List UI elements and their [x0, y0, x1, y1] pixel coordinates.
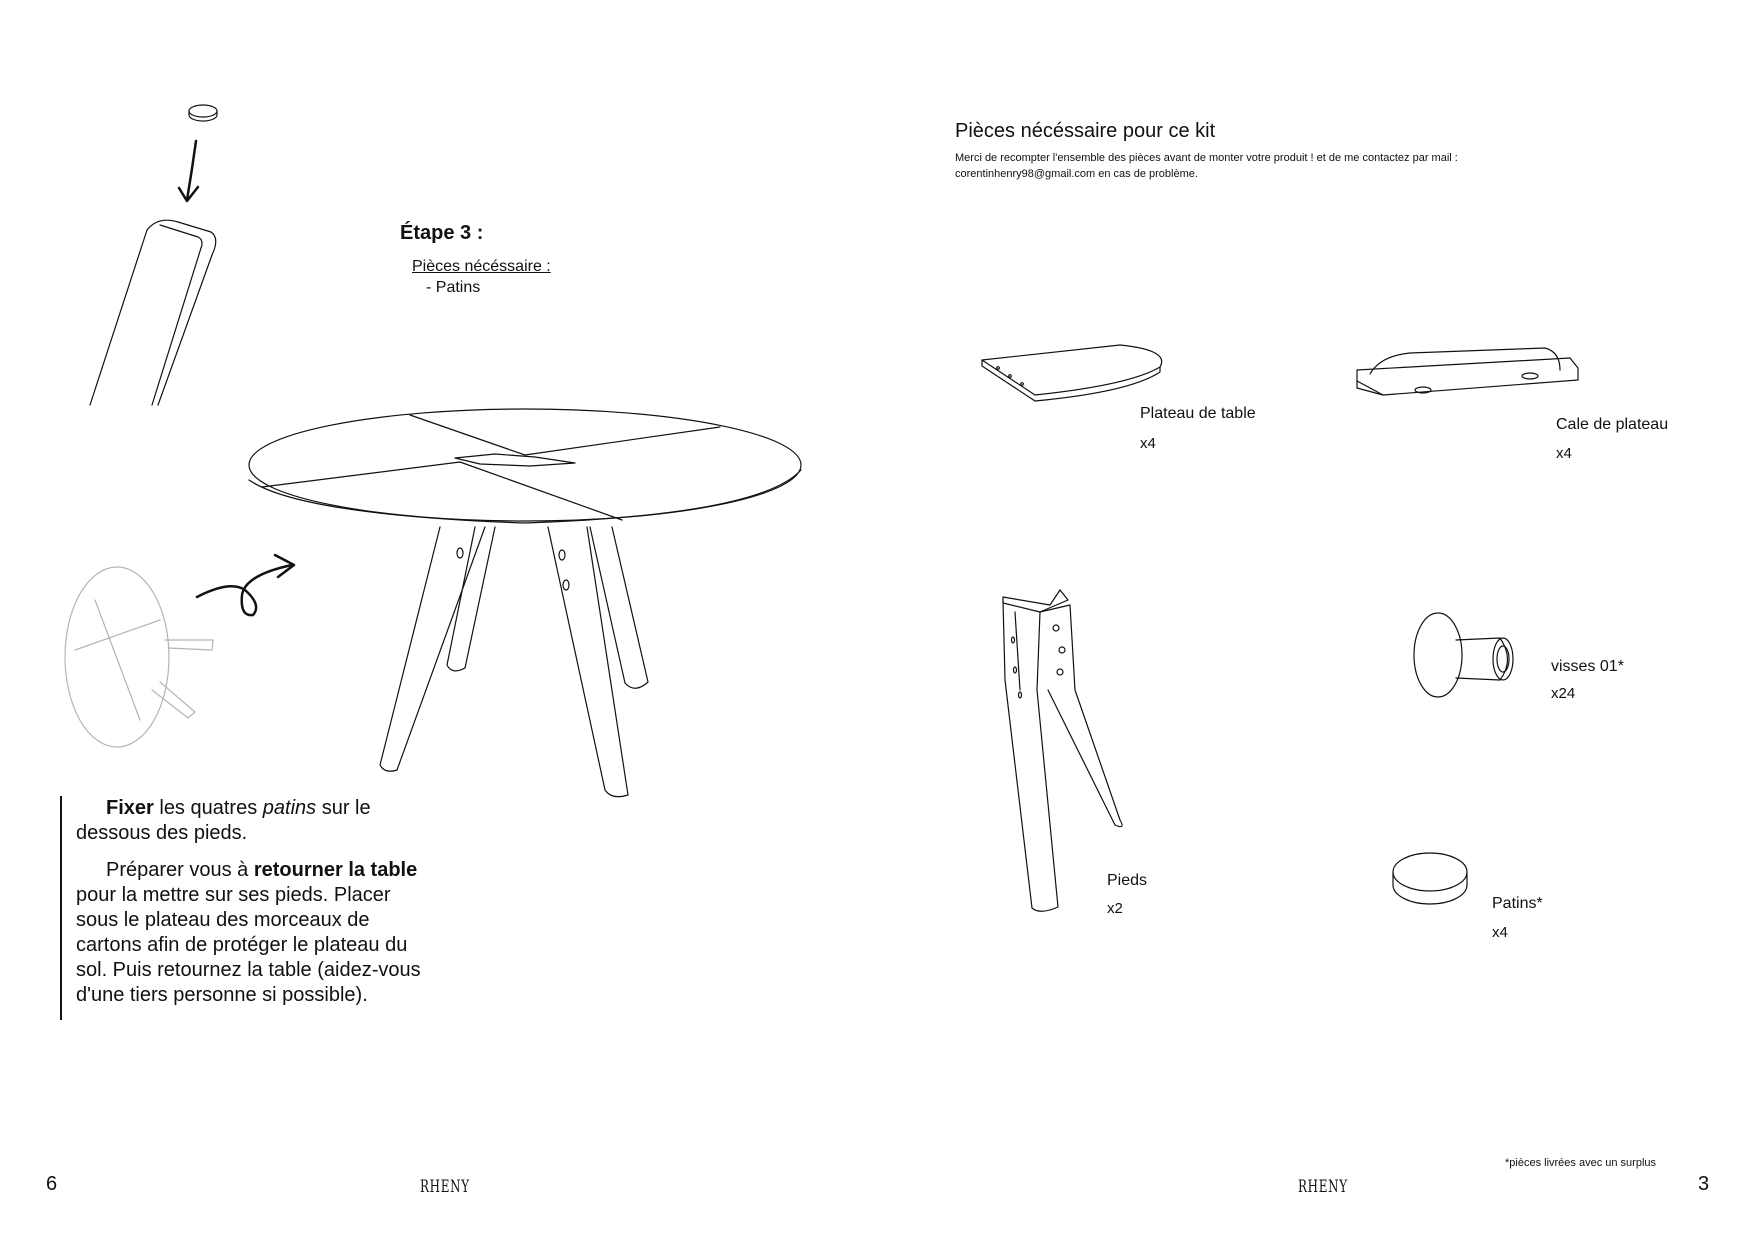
parts-list-item: - Patins — [426, 279, 481, 296]
parts-heading: Pièces nécéssaire : — [412, 258, 551, 275]
part-name: Cale de plateau — [1556, 416, 1669, 433]
kit-title: Pièces nécéssaire pour ce kit — [955, 120, 1216, 142]
part-name: Plateau de table — [1140, 405, 1256, 422]
pad-exploded-illustration — [189, 105, 217, 121]
instruction-text: sur le dessous des pieds. — [76, 797, 371, 844]
brand-logo-right: RHENY — [1298, 1177, 1348, 1197]
instruction-paragraph-2 — [76, 858, 436, 1008]
instruction-text: Préparer vous à — [106, 859, 254, 881]
round-table-illustration — [249, 409, 801, 797]
down-arrow-icon — [179, 141, 198, 201]
step-title: Étape 3 : — [400, 222, 484, 244]
part-quantity: x2 — [1107, 900, 1123, 917]
instruction-bold-retourner: retourner la table — [253, 859, 418, 881]
part-quantity: x4 — [1556, 445, 1572, 462]
page-number-left: 6 — [46, 1173, 58, 1195]
instruction-text: pour la mettre sur ses pieds. Placer sous le plateau des morceaux de cartons afin de protéger le plateau du sol. Puis retournez la table (aidez-vous d'une tiers personne si possible). — [76, 884, 421, 1006]
pieds-piece-illustration — [1003, 590, 1122, 911]
leg-end-illustration — [90, 220, 216, 405]
visse-piece-illustration — [1414, 613, 1513, 697]
instruction-bold-fixer: Fixer — [106, 797, 154, 819]
brand-logo-left: RHENY — [420, 1177, 470, 1197]
instruction-paragraph-1 — [76, 796, 436, 846]
instruction-text: les quatres — [153, 797, 263, 819]
flip-arrow-icon — [197, 555, 294, 615]
instruction-italic-patins: patins — [262, 797, 317, 819]
footnote: *pièces livrées avec un surplus — [1505, 1157, 1657, 1169]
part-quantity: x4 — [1140, 435, 1156, 452]
flipped-table-illustration — [65, 567, 213, 747]
cale-piece-illustration — [1357, 348, 1578, 395]
part-quantity: x4 — [1492, 924, 1508, 941]
part-name: Patins* — [1492, 895, 1543, 912]
part-name: visses 01* — [1551, 658, 1624, 675]
part-name: Pieds — [1107, 872, 1148, 889]
part-quantity: x24 — [1551, 685, 1576, 702]
instruction-block — [60, 796, 436, 1020]
patin-piece-illustration — [1393, 853, 1467, 904]
page-number-right: 3 — [1698, 1173, 1710, 1195]
plateau-piece-illustration — [982, 345, 1162, 401]
kit-note: Merci de recompter l'ensemble des pièces avant de monter votre produit ! et de me contactez par mail : corentinhenry98@gmail.com en cas de problème. — [955, 152, 1458, 180]
